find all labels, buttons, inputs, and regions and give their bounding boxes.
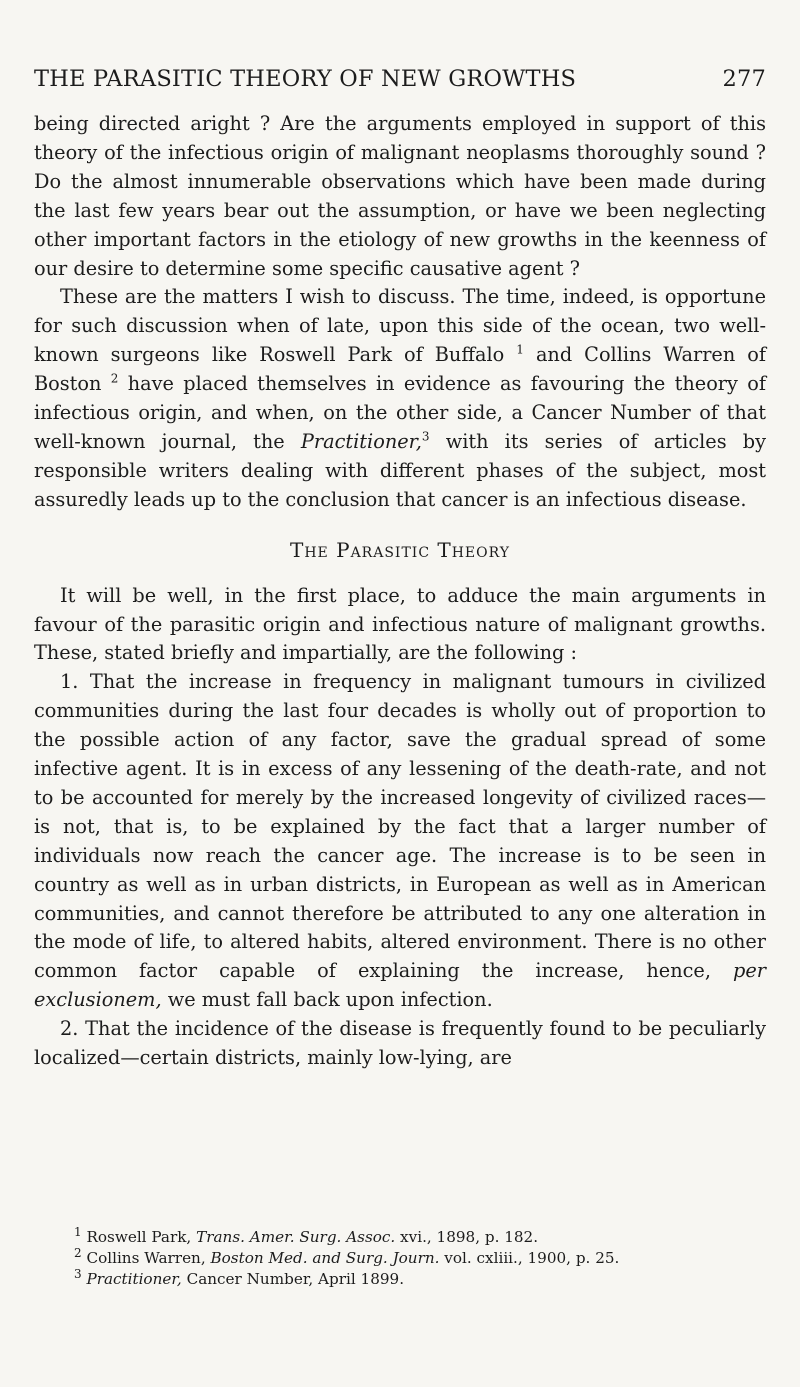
- paragraph-discussion: These are the matters I wish to discuss. The time, indeed, is opportune for such discussion when of late, upon this side of the ocean, two well-known surgeons like Roswell Park of Buffalo $^1$ and Collins Warren of Boston $^2$ have placed themselves in evidence as favouring the theory of infectious origin, and when, on the other side, a Cancer Number of that well-known journal, the Practitioner,$^3$ with its series of articles by responsible writers dealing with different phases of the subject, most assuredly leads up to the conclusion that cancer is an infectious disease.: [34, 285, 766, 511]
- section-heading: The Parasitic Theory: [289, 537, 510, 562]
- running-title: THE PARASITIC THEORY OF NEW GROWTHS: [34, 66, 577, 92]
- footnote-1: $^1$ Roswell Park, Trans. Amer. Surg. Assoc. xvi., 1898, p. 182.: [74, 1224, 539, 1246]
- argument-2: 2. That the incidence of the disease is frequently found to be peculiarly localized—certain districts, mainly low-lying, are: [34, 1017, 766, 1070]
- paragraph-intro-arguments: It will be well, in the first place, to adduce the main arguments in favour of the parasitic origin and infectious nature of malignant growths. These, stated briefly and impartially, are the following :: [34, 583, 766, 665]
- page-number: 277: [722, 66, 766, 92]
- footnote-ref-2: 2: [110, 371, 119, 386]
- footnotes: [34, 1224, 766, 1290]
- paragraph-continuation: being directed aright ? Are the arguments employed in support of this theory of the infectious origin of malignant neoplasms thoroughly sound ? Do the almost innumerable observations which have been made during the last few years bear out the assumption, or have we been neglecting other important factors in the etiology of new growths in the keenness of our desire to determine some specific causative agent ?: [34, 112, 766, 280]
- footnote-ref-3: 3: [421, 429, 430, 444]
- latin-phrase: per exclusionem,: [34, 959, 766, 1012]
- body-text: [34, 110, 766, 1073]
- footnote-2: $^2$ Collins Warren, Boston Med. and Surg. Journ. vol. cxliii., 1900, p. 25.: [74, 1245, 620, 1267]
- running-head: [34, 66, 766, 96]
- journal-title: Practitioner,: [300, 429, 422, 453]
- argument-1: 1. That the increase in frequency in malignant tumours in civilized communities during the last four decades is wholly out of proportion to the possible action of any factor, save the gradual spread of some infective agent. It is in excess of any lessening of the death-rate, and not to be accounted for merely by the increased longevity of civilized races—is not, that is, to be explained by the fact that a larger number of individuals now reach the cancer age. The increase is to be seen in country as well as in urban districts, in European as well as in American communities, and cannot therefore be attributed to any one alteration in the mode of life, to altered habits, altered environment. There is no other common factor capable of explaining the increase, hence, per exclusionem, we must fall back upon infection.: [34, 670, 766, 1012]
- footnote-ref-1: 1: [516, 342, 524, 357]
- footnote-3: $^3$ Practitioner, Cancer Number, April 1899.: [74, 1266, 405, 1288]
